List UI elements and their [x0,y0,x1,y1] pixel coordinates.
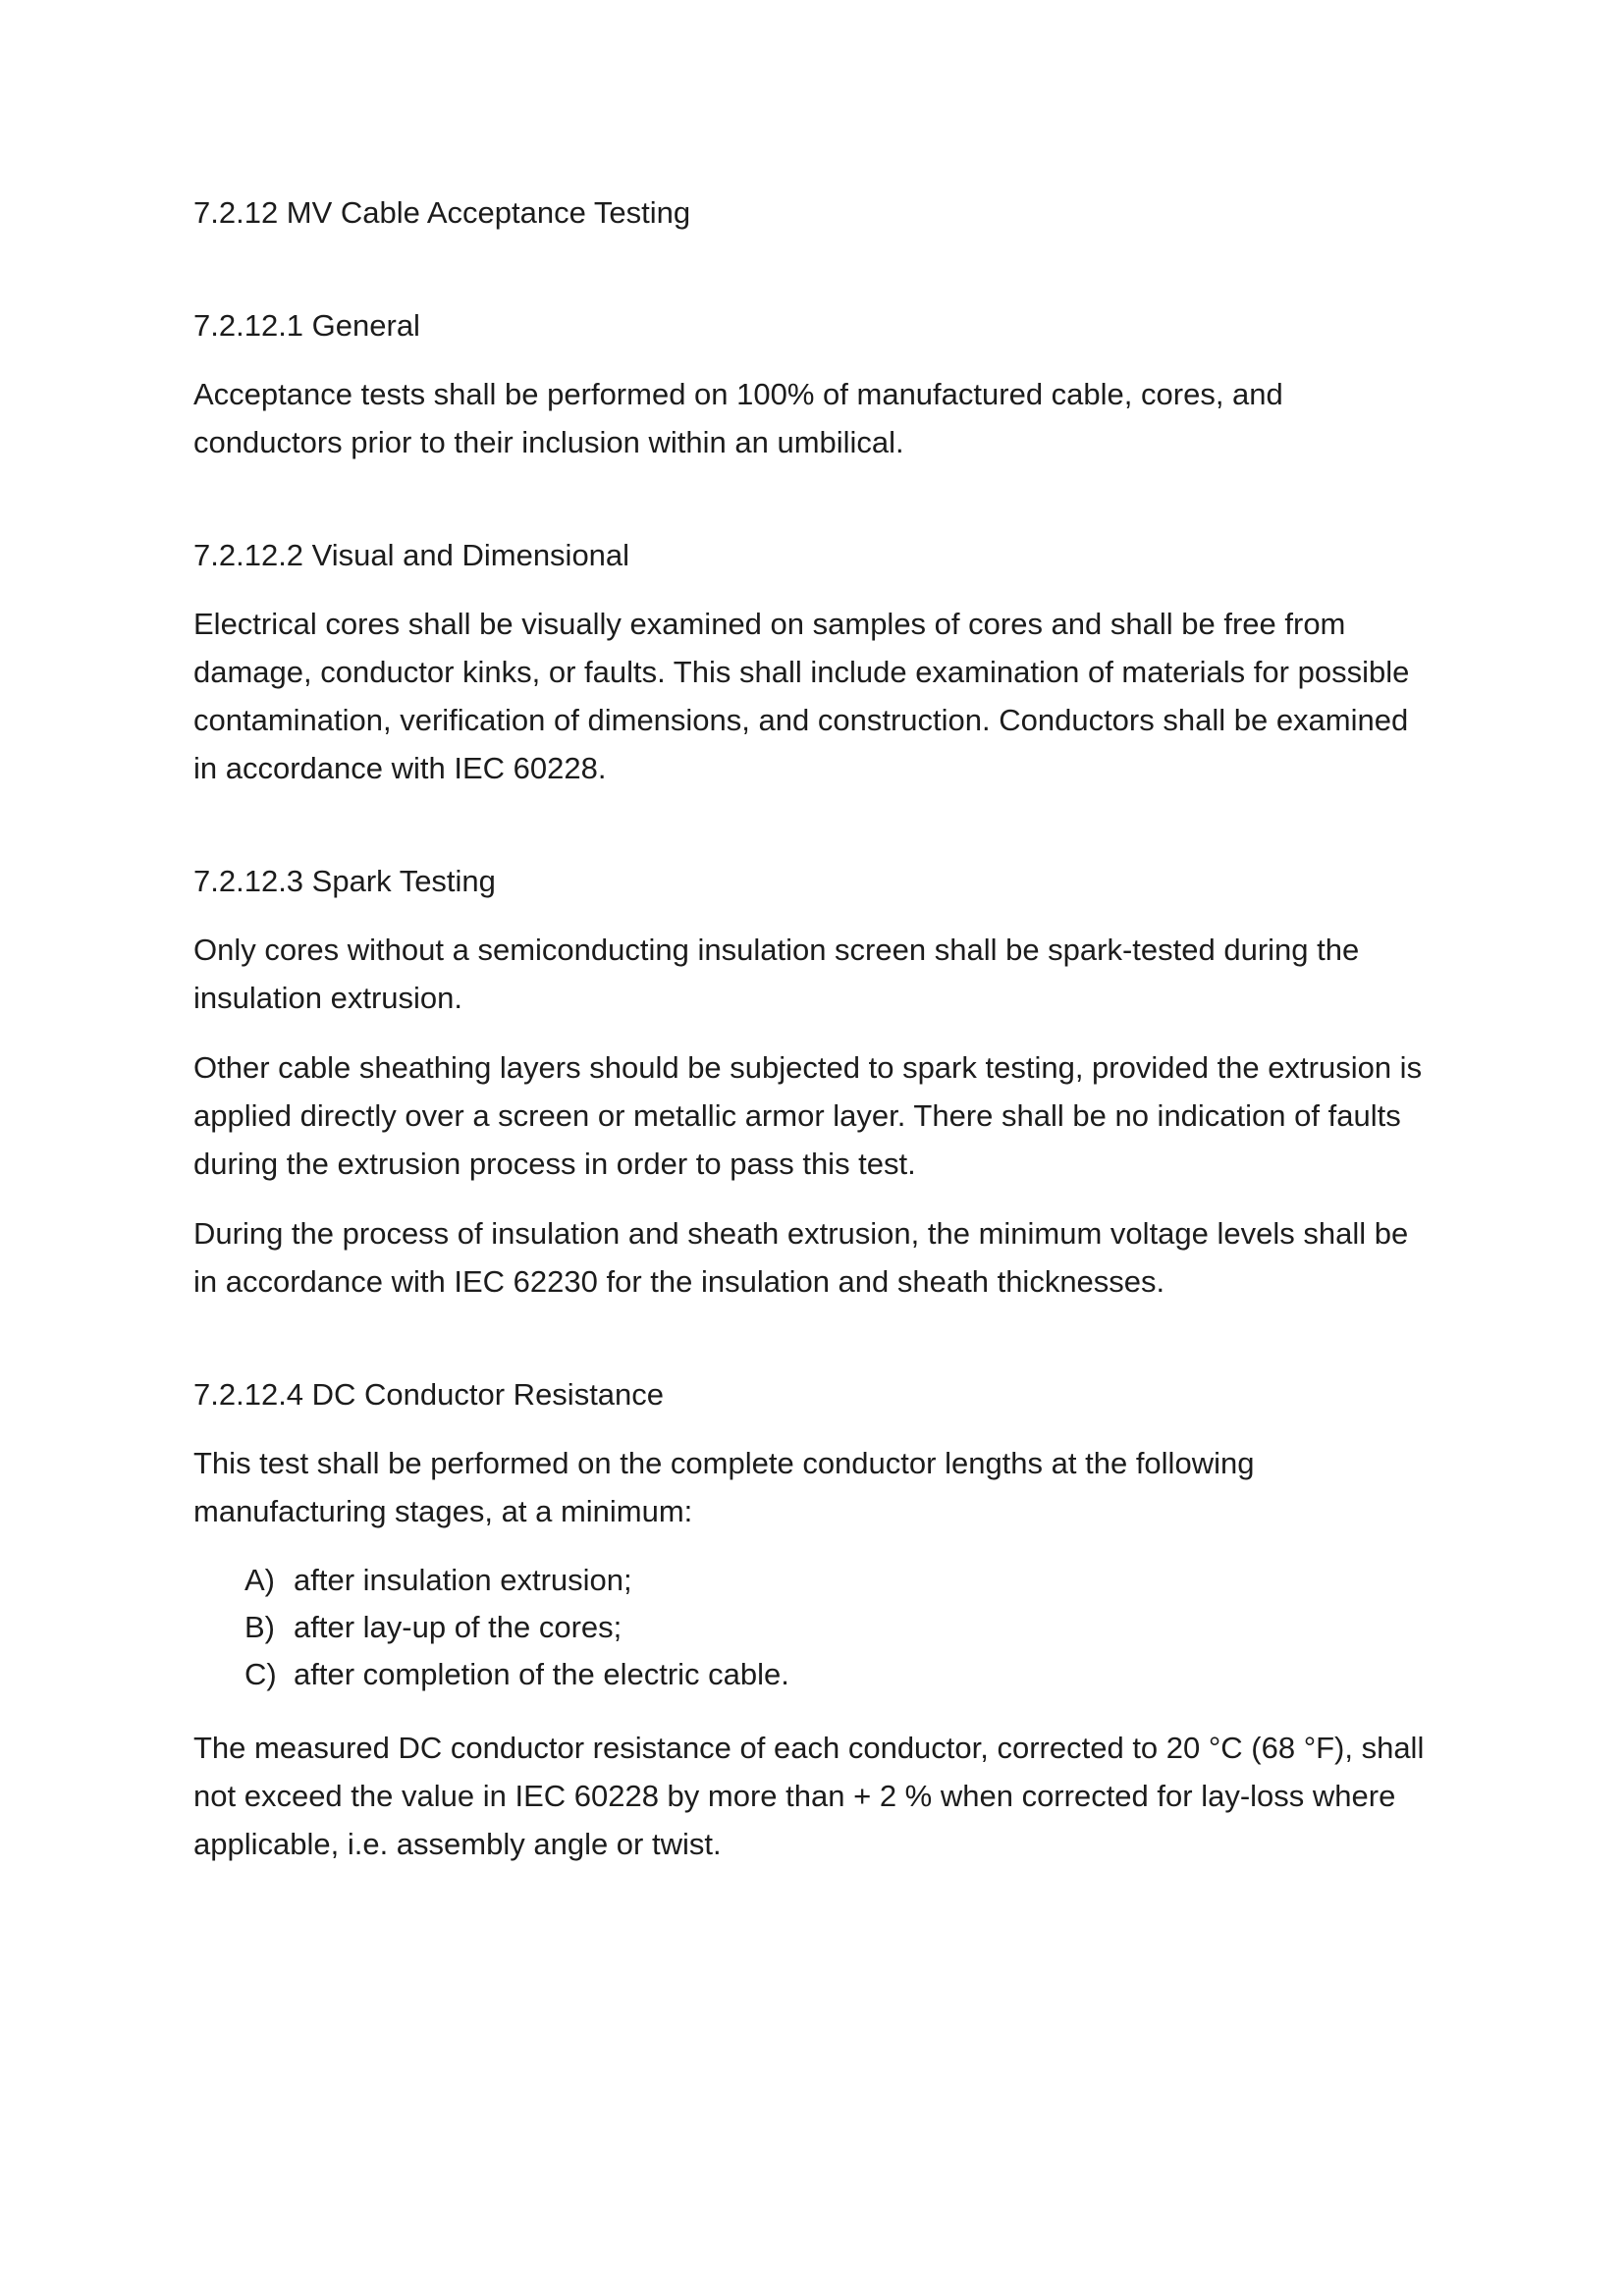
list-text-a: after insulation extrusion; [294,1563,632,1597]
heading-dc-conductor-resistance: 7.2.12.4 DC Conductor Resistance [193,1377,665,1412]
heading-spark-testing: 7.2.12.3 Spark Testing [193,864,496,898]
list-item-b [193,1604,1431,1651]
list-item-c [193,1651,1431,1698]
list-text-b: after lay-up of the cores; [294,1610,623,1644]
paragraph-spark-testing-2: Other cable sheathing layers should be subjected to spark testing, provided the extrusion is applied directly over a screen or metallic armor layer. There shall be no indication of faults during the extrusion process in order to pass this test. [193,1050,1423,1181]
manufacturing-stages-list [193,1557,1431,1698]
heading-visual-and-dimensional: 7.2.12.2 Visual and Dimensional [193,538,630,572]
list-marker-c: C) [244,1657,277,1691]
paragraph-general: Acceptance tests shall be performed on 100% of manufactured cable, cores, and conductors prior to their inclusion within an umbilical. [193,377,1283,459]
list-item-a [193,1557,1431,1604]
heading-mv-cable-acceptance-testing: 7.2.12 MV Cable Acceptance Testing [193,195,691,230]
paragraph-dc-conductor-resistance-closing: The measured DC conductor resistance of each conductor, corrected to 20 °C (68 °F), shall not exceed the value in IEC 60228 by more than + 2 % when corrected for lay-loss where applicable, i.e. assembly angle or twist. [193,1731,1425,1861]
paragraph-spark-testing-3: During the process of insulation and sheath extrusion, the minimum voltage levels shall be in accordance with IEC 62230 for the insulation and sheath thicknesses. [193,1216,1409,1299]
paragraph-spark-testing-1: Only cores without a semiconducting insulation screen shall be spark-tested during the insulation extrusion. [193,933,1360,1015]
list-marker-b: B) [244,1610,275,1644]
heading-general: 7.2.12.1 General [193,308,420,343]
paragraph-dc-conductor-resistance-intro: This test shall be performed on the complete conductor lengths at the following manufacturing stages, at a minimum: [193,1446,1255,1528]
list-text-c: after completion of the electric cable. [294,1657,789,1691]
paragraph-visual-and-dimensional: Electrical cores shall be visually examined on samples of cores and shall be free from damage, conductor kinks, or faults. This shall include examination of materials for possible contamination, verification of dimensions, and construction. Conductors shall be examined in accordance with IEC 60228. [193,607,1410,785]
list-marker-a: A) [244,1563,275,1597]
